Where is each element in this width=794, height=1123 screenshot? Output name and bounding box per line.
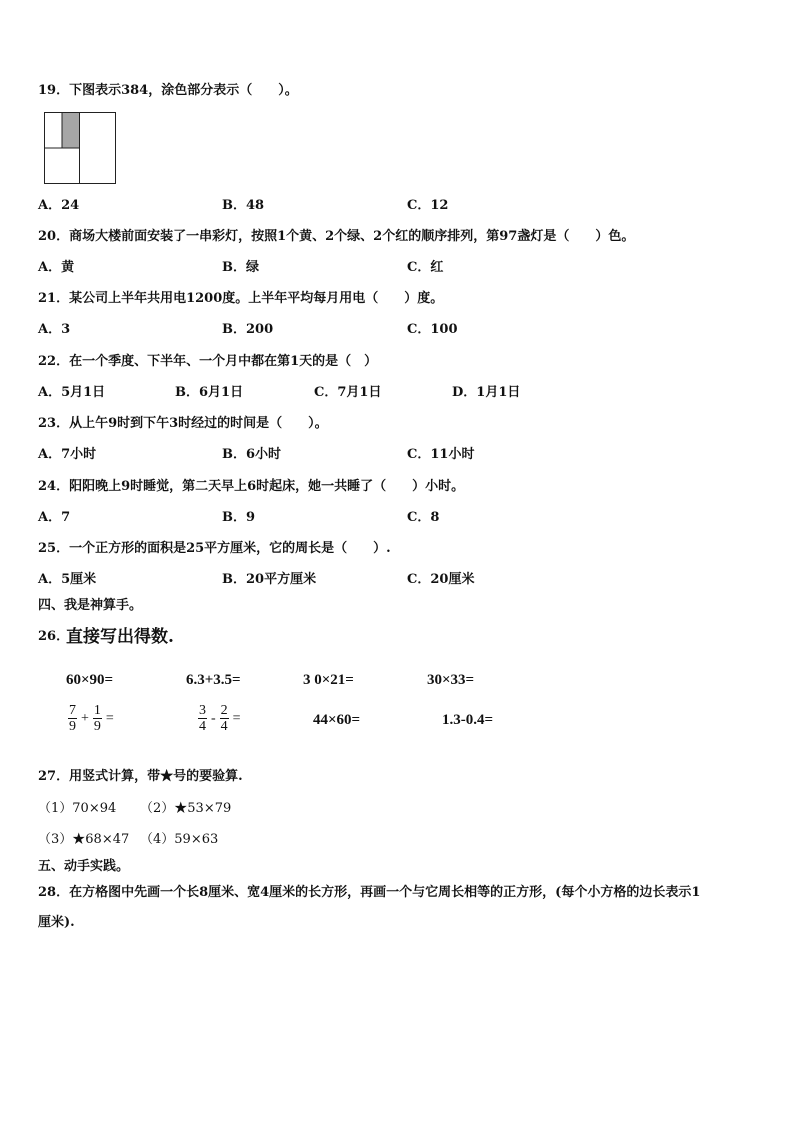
q19-option-a: A．24 [38,198,80,213]
q22-option-a: A．5月1日 [38,385,106,400]
q21-option-a: A．3 [38,322,71,337]
denominator: 4 [220,719,228,734]
q25-option-a: A．5厘米 [38,572,97,587]
q26-fraction-expr-2 [196,703,243,734]
q26-expr-3: 3 0×21= [303,672,354,688]
q20-option-b: B．绿 [222,260,259,275]
denominator: 9 [69,719,76,734]
q21-option-b: B．200 [222,322,274,337]
equals-sign: = [232,710,241,726]
q24-option-a: A．7 [38,510,71,525]
numerator: 2 [220,703,228,718]
q22-option-d: D．1月1日 [452,385,521,400]
q28-text-line-2: 厘米). [38,915,75,930]
numerator: 3 [199,703,206,718]
q24-option-b: B．9 [222,510,256,525]
q22-option-c: C．7月1日 [314,385,382,400]
figure-shaded-part [62,113,79,148]
q25-option-b: B．20平方厘米 [222,572,317,587]
q27-item-4: （4）59×63 [140,832,219,847]
q20-text: 20．商场大楼前面安装了一串彩灯，按照1个黄、2个绿、2个红的顺序排列，第97盏灯是（ ）色。 [38,229,635,244]
fraction-a [68,703,77,734]
q27-item-2: （2）★53×79 [140,801,232,816]
q20-option-a: A．黄 [38,260,75,275]
q27-text: 27．用竖式计算，带★号的要验算. [38,769,243,784]
q23-option-b: B．6小时 [222,447,282,462]
numerator: 7 [69,703,76,718]
q26-expr-2: 6.3+3.5= [186,672,241,688]
denominator: 4 [199,719,206,734]
q19-option-c: C．12 [407,198,449,213]
q21-text: 21．某公司上半年共用电1200度。上半年平均每月用电（ ）度。 [38,291,444,306]
fraction-b [93,703,102,734]
q19-option-b: B．48 [222,198,265,213]
q22-text: 22．在一个季度、下半年、一个月中都在第1天的是（ ） [38,354,378,369]
operator: + [81,710,89,726]
equals-sign: = [105,710,114,726]
q26-expr-7: 44×60= [313,712,361,728]
denominator: 9 [93,719,101,734]
q23-text: 23．从上午9时到下午3时经过的时间是（ ）。 [38,416,328,431]
operator: - [211,710,216,726]
q23-option-a: A．7小时 [38,447,97,462]
q20-option-c: C．红 [407,260,444,275]
q19-figure [44,112,118,186]
fraction-b [220,703,229,734]
q21-option-c: C．100 [407,322,458,337]
section-4-heading: 四、我是神算手。 [38,598,143,613]
q26-title: 直接写出得数. [66,627,174,647]
q23-option-c: C．11小时 [407,447,475,462]
numerator: 1 [93,703,101,718]
section-5-heading: 五、动手实践。 [38,859,130,874]
q25-text: 25．一个正方形的面积是25平方厘米，它的周长是（ ）. [38,541,391,556]
q24-text: 24．阳阳晚上9时睡觉，第二天早上6时起床，她一共睡了（ ）小时。 [38,479,465,494]
q22-option-b: B．6月1日 [175,385,244,400]
q26-expr-4: 30×33= [427,672,475,688]
q19-text: 19．下图表示384，涂色部分表示（ ）。 [38,83,298,98]
q26-number: 26． [38,629,70,644]
q26-expr-8: 1.3-0.4= [442,712,494,728]
q26-expr-1: 60×90= [66,672,114,688]
q28-text-line-1: 28．在方格图中先画一个长8厘米、宽4厘米的长方形，再画一个与它周长相等的正方形，(每个小方格的边长表示1 [38,885,701,900]
q26-fraction-expr-1 [66,703,116,734]
q27-item-3: （3）★68×47 [38,832,130,847]
q24-option-c: C．8 [407,510,440,525]
q27-item-1: （1）70×94 [38,801,117,816]
fraction-a [198,703,207,734]
q25-option-c: C．20厘米 [407,572,475,587]
